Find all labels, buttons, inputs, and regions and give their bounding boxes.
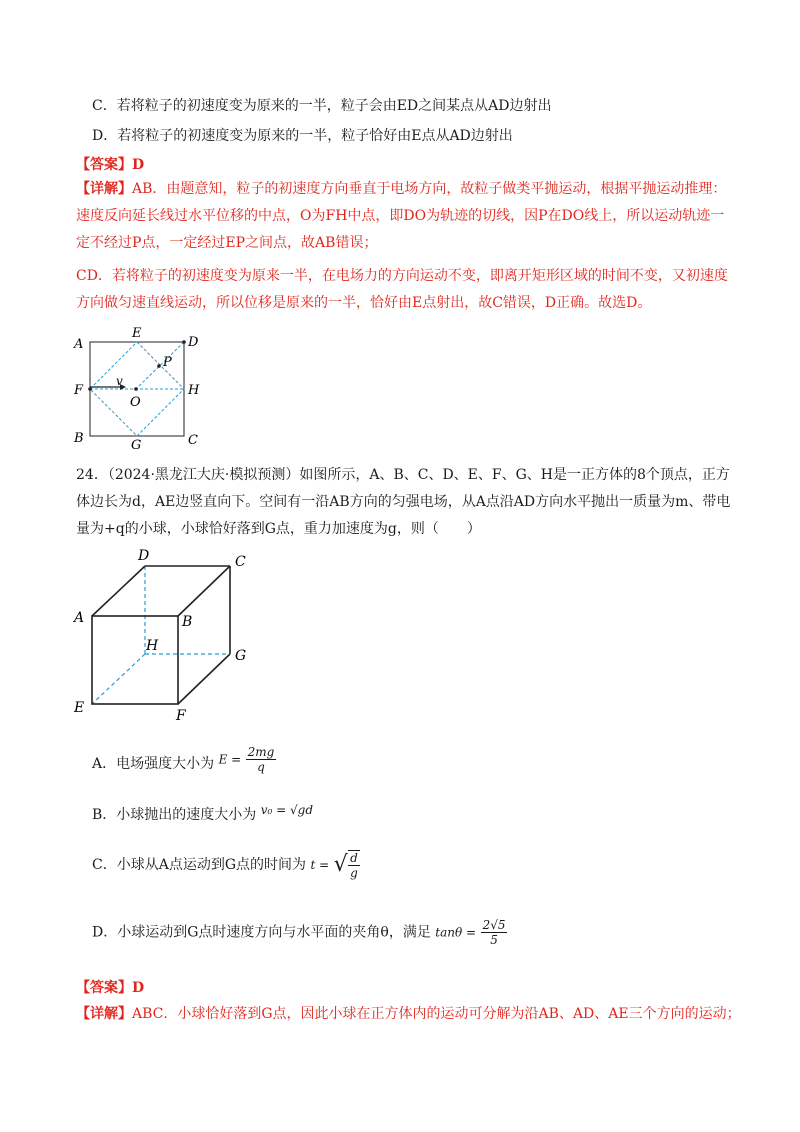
detail-text: AB．由题意知，粒子的初速度方向垂直于电场方向，故粒子做类平抛运动，根据平抛运动推理：速度反向延长线过水平位移的中点，O为FH中点，即DO为轨迹的切线，因P在DO线上，所以运动轨迹一定不经过P点，一定经过EP之间点，故AB错误； <box>76 181 727 251</box>
point-F <box>88 387 92 391</box>
field-diagram <box>70 326 210 452</box>
label-P: P <box>163 355 172 370</box>
label-H: H <box>188 383 200 398</box>
option-c-num: d <box>350 851 358 865</box>
option-a-lhs: E = <box>218 752 242 767</box>
point-D <box>182 340 186 344</box>
cube-label-D: D <box>138 548 150 564</box>
cube-label-E: E <box>74 700 85 716</box>
option-d-num: 2√5 <box>482 918 506 932</box>
answer-2 <box>76 978 144 998</box>
option-a-den: q <box>257 760 265 774</box>
prev-option-c: C．若将粒子的初速度变为原来的一半，粒子会由ED之间某点从AD边射出 <box>92 98 552 114</box>
option-d-text: D．小球运动到G点时速度方向与水平面的夹角θ，满足 <box>92 924 431 941</box>
cube-label-G: G <box>235 648 247 664</box>
option-b-formula: v₀ = √gd <box>260 803 314 817</box>
option-d <box>92 918 507 958</box>
answer-1 <box>76 155 144 175</box>
label-E: E <box>132 326 142 341</box>
point-P <box>157 364 161 368</box>
cube-label-C: C <box>235 554 246 570</box>
option-d-den: 5 <box>490 933 498 947</box>
label-G: G <box>131 438 142 452</box>
option-d-lhs: tanθ = <box>435 925 477 940</box>
detail-text: ABC．小球恰好落到G点，因此小球在正方体内的运动可分解为沿AB、AD、AE三个方向的运动； <box>132 1006 741 1022</box>
option-c-lhs: t = <box>310 858 330 872</box>
option-a-fraction <box>246 745 277 774</box>
option-a-text: A．电场强度大小为 <box>92 755 215 772</box>
answer-value: D <box>132 157 145 173</box>
sqrt-icon: √ <box>333 852 348 877</box>
answer-label: 【答案】 <box>76 980 132 996</box>
question-24: 24．（2024·黑龙江大庆·模拟预测）如图所示，A、B、C、D、E、F、G、H是一正方体的8个顶点，正方体边长为d，AE边竖直向下。空间有一沿AB方向的匀强电场，从A点沿AD方向水平抛出一质量为m、带电量为+q的小球，小球恰好落到G点，重力加速度为g，则（ ） <box>76 467 731 537</box>
option-b <box>92 805 313 825</box>
label-B: B <box>74 431 84 446</box>
hidden-HE <box>92 654 145 704</box>
detail-label: 【详解】 <box>76 1006 132 1022</box>
option-c-text: C．小球从A点运动到G点的时间为 <box>92 857 307 873</box>
cube-label-B: B <box>182 614 193 630</box>
answer-label: 【答案】 <box>76 157 132 173</box>
detail-1-p2: CD．若将粒子的初速度变为原来一半，在电场力的方向运动不变，即离开矩形区域的时间不变，又初速度方向做匀速直线运动，所以位移是原来的一半，恰好由E点射出，故C错误，D正确。故选D。 <box>76 268 728 311</box>
label-C: C <box>188 433 198 448</box>
option-c-den: g <box>350 866 358 880</box>
label-A: A <box>74 337 84 352</box>
label-O: O <box>130 395 141 410</box>
cube-label-H: H <box>146 638 159 654</box>
option-b-text: B．小球抛出的速度大小为 <box>92 807 257 823</box>
detail-label: 【详解】 <box>76 181 132 197</box>
option-c <box>92 850 360 890</box>
point-O <box>134 387 138 391</box>
label-v: v <box>116 374 123 388</box>
prev-option-d: D．若将粒子的初速度变为原来的一半，粒子恰好由E点从AD边射出 <box>92 128 513 144</box>
option-a <box>92 745 276 785</box>
option-a-num: 2mg <box>247 745 275 759</box>
option-c-fraction <box>348 850 360 880</box>
cube-label-A: A <box>74 610 85 626</box>
label-F: F <box>74 383 84 398</box>
answer-value: D <box>132 980 145 996</box>
option-d-fraction <box>481 918 508 947</box>
detail-2 <box>76 1001 741 1028</box>
cube-label-F: F <box>176 708 186 724</box>
cube-diagram <box>70 546 260 726</box>
label-D: D <box>188 335 199 350</box>
detail-1-p1 <box>76 176 732 257</box>
